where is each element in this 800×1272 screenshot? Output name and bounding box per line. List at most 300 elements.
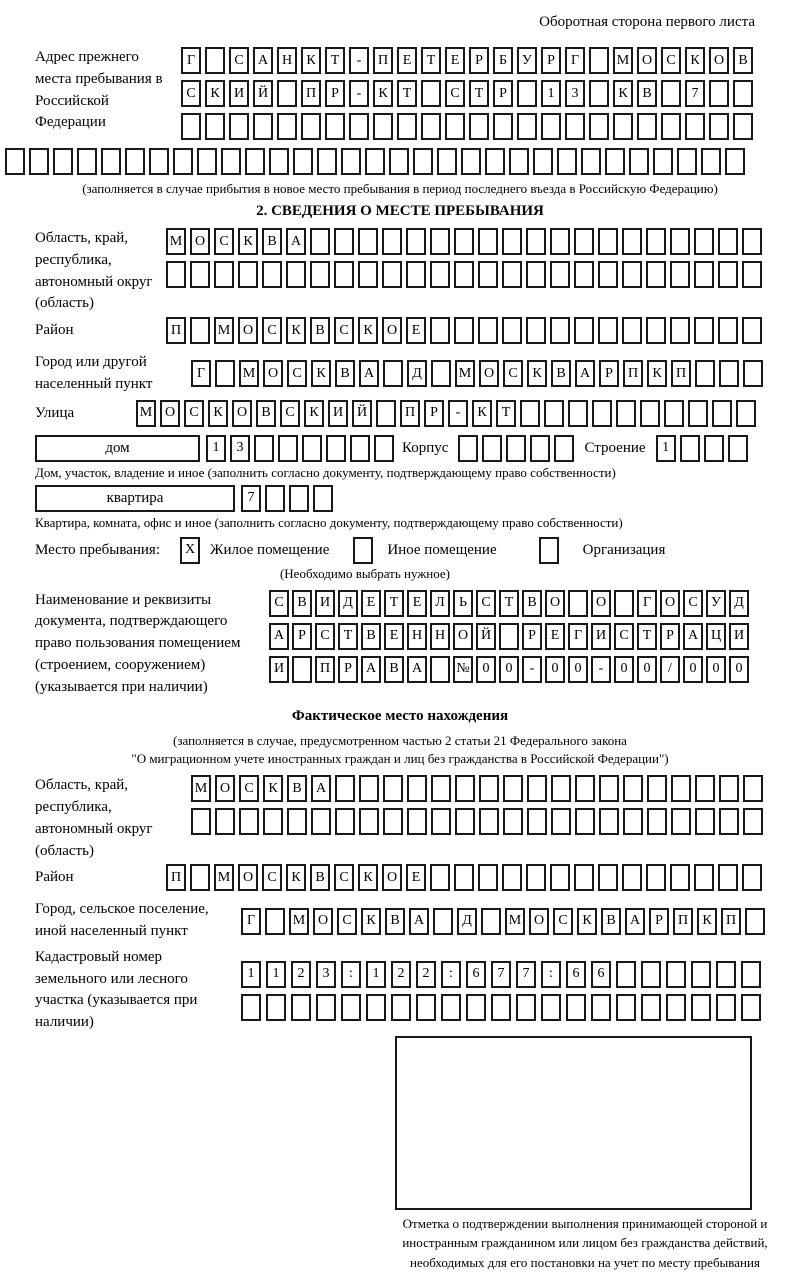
char-cell — [391, 994, 411, 1021]
char-cell: № — [453, 656, 473, 683]
char-cell — [287, 808, 307, 835]
char-cell — [149, 148, 169, 175]
char-cell: Д — [338, 590, 358, 617]
char-row — [191, 360, 763, 387]
char-cell: Й — [476, 623, 496, 650]
prev-address-label: Адрес прежнего места пребывания в Российской Федерации — [35, 49, 163, 131]
char-cell — [77, 148, 97, 175]
char-cell: А — [359, 360, 379, 387]
char-cell: М — [239, 360, 259, 387]
char-cell: К — [304, 400, 324, 427]
char-cell: 1 — [656, 435, 676, 462]
char-cell: П — [671, 360, 691, 387]
char-cell — [437, 148, 457, 175]
char-cell — [574, 228, 594, 255]
char-cell — [629, 148, 649, 175]
char-cell — [574, 864, 594, 891]
char-cell — [341, 148, 361, 175]
char-cell: С — [315, 623, 335, 650]
char-cell: С — [229, 47, 249, 74]
char-cell — [383, 808, 403, 835]
char-cell: С — [661, 47, 681, 74]
char-cell — [190, 864, 210, 891]
char-cell: - — [349, 80, 369, 107]
oblast-block — [35, 228, 795, 315]
char-cell — [712, 400, 732, 427]
char-cell: Е — [361, 590, 381, 617]
char-cell: Й — [253, 80, 273, 107]
char-cell: 6 — [591, 961, 611, 988]
char-cell: В — [335, 360, 355, 387]
char-cell — [335, 775, 355, 802]
char-cell — [641, 994, 661, 1021]
char-cell: А — [361, 656, 381, 683]
char-cell — [373, 113, 393, 140]
char-cell: Е — [445, 47, 465, 74]
char-cell: А — [253, 47, 273, 74]
char-cell — [557, 148, 577, 175]
char-cell — [568, 590, 588, 617]
char-cell: 1 — [366, 961, 386, 988]
char-cell: С — [337, 908, 357, 935]
char-cell — [575, 775, 595, 802]
char-cell: И — [328, 400, 348, 427]
char-cell — [520, 400, 540, 427]
char-cell: О — [479, 360, 499, 387]
kvartira-box: квартира — [35, 485, 235, 512]
char-cell — [704, 435, 724, 462]
korpus-label: Корпус — [402, 439, 449, 456]
char-cell — [605, 148, 625, 175]
char-cell — [551, 808, 571, 835]
mesto-note: (Необходимо выбрать нужное) — [279, 565, 451, 581]
char-cell: О — [238, 864, 258, 891]
char-cell — [568, 400, 588, 427]
char-cell — [503, 775, 523, 802]
char-cell — [743, 360, 763, 387]
char-cell — [221, 148, 241, 175]
char-cell — [516, 994, 536, 1021]
char-cell — [481, 908, 501, 935]
char-cell — [269, 148, 289, 175]
char-cell: О — [238, 317, 258, 344]
char-cell — [646, 228, 666, 255]
char-cell — [733, 113, 753, 140]
char-cell — [616, 400, 636, 427]
raion-block — [35, 317, 795, 350]
char-cell — [670, 228, 690, 255]
char-cell — [277, 113, 297, 140]
char-cell: С — [269, 590, 289, 617]
char-cell — [374, 435, 394, 462]
char-cell — [341, 994, 361, 1021]
fact-title: Фактическое место нахождения — [291, 708, 509, 725]
char-cell: В — [310, 864, 330, 891]
char-cell: Д — [729, 590, 749, 617]
char-row — [241, 961, 761, 988]
char-cell — [598, 228, 618, 255]
char-cell — [526, 261, 546, 288]
char-cell — [278, 435, 298, 462]
char-cell — [478, 228, 498, 255]
char-cell — [503, 808, 523, 835]
char-cell — [623, 808, 643, 835]
char-cell: 1 — [206, 435, 226, 462]
char-cell: А — [286, 228, 306, 255]
char-cell — [365, 148, 385, 175]
char-cell: О — [637, 47, 657, 74]
char-cell — [743, 808, 763, 835]
char-cell — [430, 228, 450, 255]
char-cell — [334, 228, 354, 255]
char-cell — [622, 317, 642, 344]
kvartira-note: Квартира, комната, офис и иное (заполнить согласно документу, подтверждающему право собственности) — [35, 514, 623, 530]
char-cell — [441, 994, 461, 1021]
char-cell — [566, 994, 586, 1021]
char-cell — [455, 808, 475, 835]
char-cell — [430, 261, 450, 288]
char-cell: К — [373, 80, 393, 107]
char-row — [269, 623, 749, 650]
char-cell: Т — [469, 80, 489, 107]
fact-oblast-block — [35, 775, 795, 862]
char-cell: Н — [430, 623, 450, 650]
char-cell: С — [683, 590, 703, 617]
char-cell: С — [503, 360, 523, 387]
char-cell: 0 — [729, 656, 749, 683]
char-cell: В — [287, 775, 307, 802]
ulitsa-block — [35, 400, 795, 433]
char-cell — [479, 775, 499, 802]
char-cell — [736, 400, 756, 427]
char-cell — [709, 80, 729, 107]
char-cell — [646, 317, 666, 344]
char-cell — [671, 775, 691, 802]
char-cell: 2 — [291, 961, 311, 988]
char-cell — [671, 808, 691, 835]
char-cell: К — [472, 400, 492, 427]
char-cell — [502, 864, 522, 891]
char-cell — [695, 808, 715, 835]
char-cell — [454, 317, 474, 344]
char-cell — [502, 317, 522, 344]
char-cell: С — [334, 317, 354, 344]
char-cell — [527, 808, 547, 835]
mesto-row — [35, 537, 795, 564]
char-cell: В — [361, 623, 381, 650]
char-cell: П — [166, 317, 186, 344]
char-cell — [691, 961, 711, 988]
char-cell: С — [184, 400, 204, 427]
char-cell: 1 — [241, 961, 261, 988]
char-cell — [431, 808, 451, 835]
kadastr-label: Кадастровый номер земельного или лесного участка (указывается при наличии) — [35, 948, 198, 1030]
char-cell: П — [623, 360, 643, 387]
char-cell: С — [553, 908, 573, 935]
char-cell — [622, 864, 642, 891]
char-cell: А — [407, 656, 427, 683]
char-cell: А — [269, 623, 289, 650]
char-cell — [205, 113, 225, 140]
char-cell — [526, 317, 546, 344]
char-cell: 2 — [391, 961, 411, 988]
char-cell — [716, 994, 736, 1021]
char-cell — [599, 808, 619, 835]
char-cell — [550, 864, 570, 891]
char-cell — [316, 994, 336, 1021]
char-cell — [433, 908, 453, 935]
char-cell: Й — [352, 400, 372, 427]
char-cell: М — [214, 317, 234, 344]
char-cell: О — [709, 47, 729, 74]
char-cell: М — [214, 864, 234, 891]
char-cell — [506, 435, 526, 462]
char-cell — [253, 113, 273, 140]
char-cell — [478, 864, 498, 891]
char-cell — [670, 261, 690, 288]
char-cell — [407, 775, 427, 802]
char-cell — [637, 113, 657, 140]
char-row — [166, 317, 762, 344]
char-cell: К — [685, 47, 705, 74]
char-cell: П — [721, 908, 741, 935]
char-cell: 7 — [491, 961, 511, 988]
char-cell: Ь — [453, 590, 473, 617]
char-cell: Л — [430, 590, 450, 617]
char-cell — [358, 228, 378, 255]
char-cell — [407, 808, 427, 835]
char-cell: 7 — [241, 485, 261, 512]
char-cell: К — [358, 317, 378, 344]
char-cell: К — [358, 864, 378, 891]
char-cell: О — [545, 590, 565, 617]
char-cell — [530, 435, 550, 462]
raion-label: Район — [35, 322, 74, 338]
char-cell — [455, 775, 475, 802]
char-cell: В — [384, 656, 404, 683]
char-cell: Ц — [706, 623, 726, 650]
char-cell: Т — [325, 47, 345, 74]
char-cell: С — [445, 80, 465, 107]
char-cell — [382, 261, 402, 288]
char-cell — [551, 775, 571, 802]
fact-raion-block — [35, 864, 795, 897]
char-row — [136, 400, 756, 427]
char-cell: И — [315, 590, 335, 617]
char-cell: К — [527, 360, 547, 387]
char-cell — [430, 656, 450, 683]
char-cell — [502, 261, 522, 288]
char-cell: : — [441, 961, 461, 988]
char-cell — [533, 148, 553, 175]
char-cell: М — [191, 775, 211, 802]
char-cell: Р — [541, 47, 561, 74]
prev-address-note: (заполняется в случае прибытия в новое место пребывания в период последнего въезда в Российскую Федерацию) — [82, 181, 718, 196]
char-cell — [358, 261, 378, 288]
char-cell — [741, 961, 761, 988]
char-cell — [544, 400, 564, 427]
char-cell — [742, 317, 762, 344]
option-organizatsiya-label: Организация — [582, 541, 666, 558]
char-cell — [469, 113, 489, 140]
char-cell — [181, 113, 201, 140]
char-cell: И — [229, 80, 249, 107]
char-cell — [29, 148, 49, 175]
char-cell — [334, 261, 354, 288]
char-cell — [293, 148, 313, 175]
char-cell: О — [529, 908, 549, 935]
char-row — [656, 435, 748, 462]
char-cell — [53, 148, 73, 175]
char-cell — [416, 994, 436, 1021]
char-cell — [335, 808, 355, 835]
char-cell: - — [522, 656, 542, 683]
char-cell — [359, 775, 379, 802]
char-cell: 0 — [476, 656, 496, 683]
char-row — [166, 228, 762, 255]
char-cell — [238, 261, 258, 288]
char-cell: П — [400, 400, 420, 427]
char-cell — [349, 113, 369, 140]
char-cell — [406, 228, 426, 255]
stamp-note: Отметка о подтверждении выполнения принимающей стороной и иностранным гражданином или лицом без гражданства действий, необходимых для его постановки на учет по месту пребывания — [402, 1215, 768, 1270]
char-cell — [421, 80, 441, 107]
char-cell — [229, 113, 249, 140]
char-cell — [716, 961, 736, 988]
char-cell — [502, 228, 522, 255]
char-cell: П — [315, 656, 335, 683]
dom-note: Дом, участок, владение и иное (заполнить согласно документу, подтверждающему право собственности) — [35, 464, 616, 480]
char-cell: Е — [545, 623, 565, 650]
char-cell — [125, 148, 145, 175]
char-cell — [397, 113, 417, 140]
char-cell — [382, 228, 402, 255]
char-cell — [430, 317, 450, 344]
char-cell: О — [263, 360, 283, 387]
char-cell — [741, 994, 761, 1021]
char-cell: В — [292, 590, 312, 617]
char-cell: 0 — [499, 656, 519, 683]
char-cell: 1 — [266, 961, 286, 988]
char-cell — [262, 261, 282, 288]
char-cell: С — [181, 80, 201, 107]
char-cell — [733, 80, 753, 107]
char-cell: К — [263, 775, 283, 802]
char-cell: 7 — [516, 961, 536, 988]
char-cell — [616, 961, 636, 988]
char-cell — [389, 148, 409, 175]
char-cell — [680, 435, 700, 462]
char-cell — [190, 261, 210, 288]
char-cell: П — [301, 80, 321, 107]
char-cell — [554, 435, 574, 462]
char-cell: 0 — [614, 656, 634, 683]
char-cell: А — [575, 360, 595, 387]
char-cell — [728, 435, 748, 462]
dom-box: дом — [35, 435, 200, 462]
char-cell: Е — [407, 590, 427, 617]
char-cell: С — [239, 775, 259, 802]
char-cell — [646, 261, 666, 288]
char-row — [241, 994, 761, 1021]
char-cell: / — [660, 656, 680, 683]
char-cell: К — [613, 80, 633, 107]
char-row — [458, 435, 574, 462]
char-cell: К — [311, 360, 331, 387]
char-cell — [302, 435, 322, 462]
char-cell — [688, 400, 708, 427]
char-cell: - — [349, 47, 369, 74]
char-cell: В — [522, 590, 542, 617]
char-cell: : — [541, 961, 561, 988]
char-row — [191, 775, 763, 802]
char-cell — [191, 808, 211, 835]
fact-oblast-label: Область, край, республика, автономный округ (область) — [35, 777, 153, 859]
char-cell: С — [334, 864, 354, 891]
char-cell — [101, 148, 121, 175]
char-cell: Т — [397, 80, 417, 107]
char-cell: К — [286, 864, 306, 891]
char-cell: Е — [384, 623, 404, 650]
char-cell — [383, 775, 403, 802]
char-cell: О — [382, 317, 402, 344]
char-cell: О — [232, 400, 252, 427]
char-cell — [292, 656, 312, 683]
char-cell — [266, 994, 286, 1021]
char-cell: С — [614, 623, 634, 650]
char-cell: С — [262, 317, 282, 344]
char-cell — [541, 113, 561, 140]
char-cell — [670, 864, 690, 891]
char-cell — [598, 261, 618, 288]
char-cell — [265, 908, 285, 935]
char-cell: Т — [338, 623, 358, 650]
char-cell — [291, 994, 311, 1021]
char-cell — [622, 228, 642, 255]
char-cell: 3 — [565, 80, 585, 107]
char-cell: Г — [241, 908, 261, 935]
char-cell — [666, 961, 686, 988]
char-cell — [694, 317, 714, 344]
char-cell: М — [289, 908, 309, 935]
char-cell: 0 — [545, 656, 565, 683]
char-cell: О — [160, 400, 180, 427]
char-cell: 2 — [416, 961, 436, 988]
char-cell: Р — [338, 656, 358, 683]
fact-gorod-block — [35, 899, 795, 943]
char-cell — [701, 148, 721, 175]
char-cell — [190, 317, 210, 344]
char-cell — [695, 360, 715, 387]
char-cell: Р — [649, 908, 669, 935]
char-cell — [526, 864, 546, 891]
char-cell — [565, 113, 585, 140]
char-cell — [653, 148, 673, 175]
char-cell — [454, 228, 474, 255]
char-cell: Г — [181, 47, 201, 74]
char-cell: - — [591, 656, 611, 683]
char-cell — [718, 864, 738, 891]
char-cell — [550, 261, 570, 288]
char-cell — [550, 317, 570, 344]
fact-note-line2: "О миграционном учете иностранных граждан и лиц без гражданства в Российской Федерации") — [131, 751, 669, 767]
char-cell — [640, 400, 660, 427]
char-cell: 3 — [316, 961, 336, 988]
char-cell: Т — [499, 590, 519, 617]
char-cell: Е — [397, 47, 417, 74]
char-cell — [742, 228, 762, 255]
char-cell: Т — [384, 590, 404, 617]
